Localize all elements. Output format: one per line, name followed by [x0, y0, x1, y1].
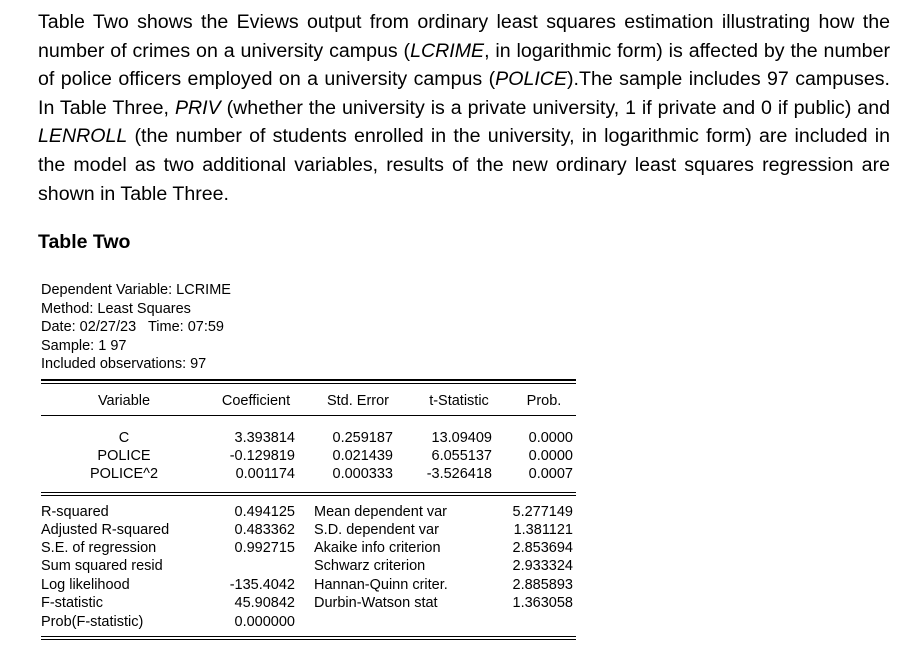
header-coefficient: Coefficient — [221, 393, 291, 409]
header-std-error: Std. Error — [326, 393, 390, 409]
intro-paragraph — [38, 8, 890, 208]
table-rule-bottom-2 — [41, 639, 576, 640]
stat-label: F-statistic — [41, 595, 104, 611]
intro-text-1: Table Two shows the Eviews output from ordinary least squares estimation illustrating how the number of crimes on a university campus ( — [38, 11, 890, 62]
row-variable: POLICE^2 — [89, 466, 159, 482]
header-variable: Variable — [97, 393, 151, 409]
stat-value-2: 5.277149 — [512, 504, 573, 520]
row-coefficient: 3.393814 — [234, 430, 295, 446]
var-lcrime: LCRIME — [410, 39, 485, 62]
header-t-statistic: t-Statistic — [429, 393, 489, 409]
intro-text-3: ).The sample includes 97 campuses. In Table Three, — [38, 68, 890, 119]
row-std-error: 0.259187 — [332, 430, 393, 446]
table-rule-mid — [41, 492, 576, 493]
stat-value: 0.494125 — [234, 504, 295, 520]
row-prob: 0.0007 — [528, 466, 573, 482]
row-variable: POLICE — [97, 448, 151, 464]
row-std-error: 0.021439 — [332, 448, 393, 464]
stat-value: 45.90842 — [234, 595, 295, 611]
meta-sample: Sample: 1 97 — [41, 337, 127, 354]
table-rule-top-2 — [41, 383, 576, 384]
var-police: POLICE — [495, 68, 568, 91]
var-lenroll: LENROLL — [38, 125, 128, 148]
stat-value: -135.4042 — [229, 577, 295, 593]
stat-label-2: Mean dependent var — [314, 504, 448, 520]
row-prob: 0.0000 — [528, 430, 573, 446]
stat-value-2: 2.933324 — [512, 558, 573, 574]
var-priv: PRIV — [174, 96, 221, 119]
table-rule-header — [41, 415, 576, 416]
regression-meta — [41, 281, 231, 374]
row-coefficient: 0.001174 — [235, 466, 295, 482]
intro-text-2: , in logarithmic form) is affected by the number of police officers employed on a university campus ( — [38, 39, 890, 91]
intro-text-5: (the number of students enrolled in the university, in logarithmic form) are included in the model as two additional variables, results of the new ordinary least squares regression are shown in Table Three. — [38, 125, 890, 205]
row-coefficient: -0.129819 — [229, 448, 295, 464]
stat-label-2: S.D. dependent var — [314, 522, 439, 538]
stat-value-2: 2.853694 — [512, 540, 573, 556]
stat-label: Adjusted R-squared — [41, 522, 170, 538]
stat-label: Prob(F-statistic) — [41, 614, 144, 630]
stat-value-2: 2.885893 — [512, 577, 573, 593]
stat-value: 0.000000 — [234, 614, 295, 630]
stat-label-2: Hannan-Quinn criter. — [314, 577, 448, 593]
stat-label: Log likelihood — [41, 577, 130, 593]
meta-method: Method: Least Squares — [41, 300, 191, 317]
stat-label: Sum squared resid — [41, 558, 163, 574]
table-rule-top — [41, 379, 576, 381]
row-prob: 0.0000 — [528, 448, 573, 464]
row-t-statistic: 6.055137 — [431, 448, 492, 464]
row-variable: C — [118, 430, 130, 446]
intro-text-4: (whether the university is a private university, 1 if private and 0 if public) and — [220, 96, 890, 119]
stat-label-2: Durbin-Watson stat — [314, 595, 438, 611]
stat-label-2: Akaike info criterion — [314, 540, 441, 556]
stat-label: S.E. of regression — [41, 540, 157, 556]
row-t-statistic: -3.526418 — [426, 466, 492, 482]
meta-observations: Included observations: 97 — [41, 356, 207, 372]
table-title: Table Two — [38, 231, 131, 253]
header-prob: Prob. — [526, 393, 562, 409]
stat-label-2: Schwarz criterion — [314, 558, 426, 574]
table-rule-mid-2 — [41, 495, 576, 496]
table-rule-bottom — [41, 636, 576, 637]
row-t-statistic: 13.09409 — [431, 430, 492, 446]
stat-value: 0.483362 — [234, 522, 295, 538]
stat-label: R-squared — [41, 504, 109, 520]
row-std-error: 0.000333 — [332, 466, 393, 482]
stat-value-2: 1.363058 — [512, 595, 573, 611]
stat-value-2: 1.381121 — [513, 522, 573, 538]
meta-date: Date: 02/27/23 Time: 07:59 — [41, 319, 224, 335]
stat-value: 0.992715 — [234, 540, 295, 556]
meta-dependent: Dependent Variable: LCRIME — [41, 282, 231, 298]
